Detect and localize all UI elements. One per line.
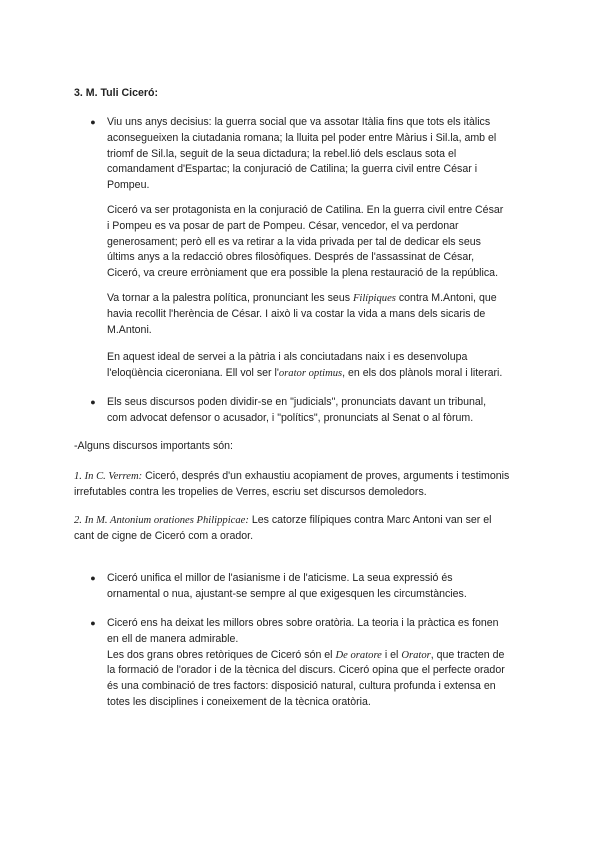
italic-title-filipiques: Filípiques (352, 293, 396, 304)
paragraph-protagonista (107, 203, 527, 282)
italic-label-antonium: 2. In M. Antonium orationes Philippicae: (74, 515, 249, 526)
text-run: Va tornar a la palestra política, pronunciant les seus (107, 292, 353, 304)
text-run: Les dos grans obres retòriques de Ciceró són el (107, 648, 336, 661)
text-run: Les catorze filípiques contra Marc Antoni van ser el (248, 514, 492, 526)
text-line: Ciceró unifica el millor de l'asianisme i de l'aticisme. La seua expressió és (107, 572, 453, 584)
text-line: és una combinació de tres factors: disposició natural, cultura profunda i extensa en (107, 680, 496, 693)
text-run: , que tracten de (430, 648, 505, 661)
text-line: irrefutables contra les tropelies de Verres, escriu set discursos demoledors. (74, 485, 427, 498)
italic-label-verrem: 1. In C. Verrem: (74, 471, 143, 482)
text-line: Viu uns anys decisius: la guerra social que va assotar Itàlia fins que tots els itàlics (107, 116, 491, 128)
text-line: i Pompeu es va posar de part de Pompeu. César, vencedor, el va perdonar (107, 219, 459, 232)
text-line: totes les disciplines i coneixement de la tècnica oratòria. (107, 695, 371, 708)
text-line (107, 291, 527, 307)
text-line: generosament; però ell es va retirar a la vida privada per tal de dedicar els seus (107, 235, 481, 248)
text-line: cant de cigne de Ciceró com a orador. (74, 529, 254, 542)
text-run: l'eloqüència ciceroniana. Ell vol ser l' (107, 366, 279, 379)
bullet-dot: ● (90, 117, 96, 127)
text-line (107, 648, 527, 664)
discurs-antonium (74, 513, 534, 545)
text-run: , en els dos plànols moral i literari. (342, 366, 503, 379)
text-line (74, 513, 534, 529)
text-run: i el (381, 648, 402, 661)
paragraph-ideal (107, 350, 527, 382)
text-line: en ell de manera admirable. (107, 632, 239, 645)
text-line: M.Antoni. (107, 323, 152, 336)
text-line: la formació de l'orador i de la tècnica del discurs. Ciceró opina que el perfecte orador (107, 664, 505, 677)
text-line: com advocat defensor o acusador, i "polítics", pronunciats al Senat o al fòrum. (107, 411, 474, 424)
text-line: havia recollit l'herència de César. I això li va costar la vida a mans dels sicaris de (107, 307, 486, 320)
text-run: contra M.Antoni, que (395, 292, 497, 304)
text-line: Pompeu. (107, 179, 150, 192)
text-line: Ciceró va ser protagonista en la conjuració de Catilina. En la guerra civil entre César (107, 204, 504, 216)
text-line: En aquest ideal de servei a la pàtria i als conciutadans naix i es desenvolupa (107, 351, 468, 363)
discurs-verrem (74, 469, 534, 501)
oratoria-bullet-text (107, 616, 527, 711)
discursos-bullet-text (107, 395, 527, 427)
italic-orator: Orator (401, 649, 431, 661)
text-line: ornamental o nua, ajustant-se sempre al que exigesquen les circumstàncies. (107, 587, 467, 600)
intro-bullet-text (107, 115, 527, 194)
text-line: últims anys a la redacció obres filosòfiques. Després de l'assassinat de César, (107, 251, 475, 264)
text-run: Ciceró, després d'un exhaustiu acopiament de proves, arguments i testimonis (142, 470, 510, 482)
paragraph-politica (107, 291, 527, 338)
text-line: Els seus discursos poden dividir-se en "judicials", pronunciats davant un tribunal, (107, 396, 487, 408)
bullet-dot: ● (90, 573, 96, 583)
text-line: triomf de Sil.la, seguit de la seua dictadura; la rebel.lió dels esclaus sota el (107, 147, 457, 160)
bullet-dot: ● (90, 618, 96, 628)
asianisme-bullet-text (107, 571, 527, 603)
bullet-dot: ● (90, 397, 96, 407)
text-line: comandament d'Espartac; la conjuració de Catilina; la guerra civil entre César i (107, 163, 478, 176)
text-line: aconsegueixen la ciutadania romana; la lluita pel poder entre Màrius i Sil.la, amb el (107, 131, 497, 144)
italic-orator-optimus: orator optimus (278, 367, 343, 379)
text-line: Ciceró ens ha deixat les millors obres sobre oratòria. La teoria i la pràctica es fonen (107, 617, 499, 629)
alguns-discursos-label: -Alguns discursos importants són: (74, 440, 233, 452)
text-line (107, 366, 527, 382)
italic-de-oratore: De oratore (335, 649, 382, 661)
text-line (74, 469, 534, 485)
text-line: Ciceró, va creure erròniament que era possible la plena restauració de la república. (107, 267, 499, 280)
section-heading: 3. M. Tuli Ciceró: (74, 87, 158, 99)
